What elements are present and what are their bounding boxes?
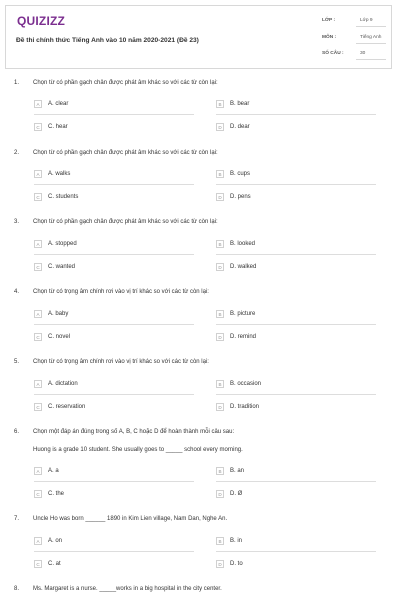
quizizz-logo: QUIZIZZ (17, 14, 66, 28)
meta-subject-value: Tiếng Anh (360, 35, 382, 40)
option-divider (216, 254, 376, 255)
option-divider (34, 551, 194, 552)
option-divider (216, 114, 376, 115)
question-prompt: Chọn một đáp án đúng trong số A, B, C hoặc D để hoàn thành mỗi câu sau: (33, 429, 235, 435)
question-number: 7. (14, 516, 20, 522)
option-letter-box: D (216, 560, 224, 568)
meta-class-value: Lớp 9 (360, 18, 373, 23)
question-number: 4. (14, 289, 20, 295)
option-text: A. dictation (48, 381, 78, 387)
option-text: B. cups (230, 171, 251, 177)
question-prompt: Chọn từ có trọng âm chính rơi vào vị trí khác so với các từ còn lại: (33, 359, 209, 365)
option-divider (216, 481, 376, 482)
meta-divider (356, 59, 386, 60)
option-letter-box: C (34, 490, 42, 498)
question-prompt: Uncle Ho was born ______ 1890 in Kim Lien village, Nam Dan, Nghe An. (33, 516, 228, 522)
option-text: A. stopped (48, 241, 77, 247)
option-divider (34, 324, 194, 325)
option-text: D. walked (230, 264, 257, 270)
option-letter-box: B (216, 100, 224, 108)
option-text: B. looked (230, 241, 256, 247)
option-text: C. the (48, 491, 65, 497)
question-prompt: Chọn từ có phần gạch chân được phát âm khác so với các từ còn lại: (33, 150, 218, 156)
option-text: A. baby (48, 311, 69, 317)
option-text: A. a (48, 468, 59, 474)
meta-subject-label: MÔN : (322, 35, 337, 40)
option-letter-box: C (34, 123, 42, 131)
option-letter-box: A (34, 380, 42, 388)
option-letter-box: A (34, 310, 42, 318)
question-number: 6. (14, 429, 20, 435)
option-letter-box: B (216, 467, 224, 475)
question-number: 2. (14, 150, 20, 156)
option-letter-box: D (216, 333, 224, 341)
option-text: D. remind (230, 334, 257, 340)
meta-count-label: SỐ CÂU : (322, 51, 344, 56)
question-prompt: Chọn từ có trọng âm chính rơi vào vị trí khác so với các từ còn lại: (33, 289, 209, 295)
option-divider (34, 394, 194, 395)
option-letter-box: D (216, 403, 224, 411)
option-text: C. novel (48, 334, 71, 340)
option-letter-box: C (34, 560, 42, 568)
option-letter-box: B (216, 380, 224, 388)
question-prompt: Chọn từ có phần gạch chân được phát âm khác so với các từ còn lại: (33, 219, 218, 225)
option-letter-box: C (34, 333, 42, 341)
option-text: D. Ø (230, 491, 243, 497)
option-letter-box: B (216, 537, 224, 545)
option-divider (216, 324, 376, 325)
option-letter-box: A (34, 240, 42, 248)
option-letter-box: C (34, 263, 42, 271)
option-divider (216, 551, 376, 552)
option-divider (34, 254, 194, 255)
option-text: B. bear (230, 101, 250, 107)
option-text: C. wanted (48, 264, 76, 270)
option-text: A. walks (48, 171, 71, 177)
option-letter-box: A (34, 170, 42, 178)
option-letter-box: B (216, 240, 224, 248)
option-text: D. pens (230, 194, 251, 200)
option-letter-box: B (216, 310, 224, 318)
option-text: B. an (230, 468, 245, 474)
option-letter-box: D (216, 490, 224, 498)
option-text: B. in (230, 538, 243, 544)
question-number: 1. (14, 80, 20, 86)
meta-divider (356, 26, 386, 27)
worksheet-title: Đề thi chính thức Tiếng Anh vào 10 năm 2020-2021 (Đề 23) (16, 37, 199, 44)
question-number: 8. (14, 586, 20, 592)
option-letter-box: A (34, 467, 42, 475)
meta-class-label: LỚP : (322, 18, 336, 23)
option-divider (216, 394, 376, 395)
option-letter-box: C (34, 403, 42, 411)
option-divider (34, 114, 194, 115)
option-letter-box: B (216, 170, 224, 178)
option-letter-box: D (216, 263, 224, 271)
option-text: B. occasion (230, 381, 262, 387)
option-text: C. reservation (48, 404, 86, 410)
meta-count-value: 30 (360, 51, 366, 56)
option-letter-box: D (216, 123, 224, 131)
option-letter-box: A (34, 100, 42, 108)
worksheet-header (5, 5, 392, 69)
option-text: C. hear (48, 124, 68, 130)
option-text: C. at (48, 561, 61, 567)
question-sentence: Huong is a grade 10 student. She usually goes to _____ school every morning. (33, 447, 243, 453)
option-text: D. to (230, 561, 243, 567)
option-text: A. clear (48, 101, 69, 107)
option-text: A. on (48, 538, 63, 544)
option-divider (34, 481, 194, 482)
option-letter-box: A (34, 537, 42, 545)
option-divider (34, 184, 194, 185)
question-number: 5. (14, 359, 20, 365)
option-text: D. dear (230, 124, 250, 130)
option-letter-box: D (216, 193, 224, 201)
option-divider (216, 184, 376, 185)
option-text: D. tradition (230, 404, 260, 410)
question-prompt: Chọn từ có phần gạch chân được phát âm khác so với các từ còn lại: (33, 80, 218, 86)
option-text: C. students (48, 194, 79, 200)
question-prompt: Ms. Margaret is a nurse. _____works in a big hospital in the city center. (33, 586, 222, 592)
option-text: B. picture (230, 311, 256, 317)
question-number: 3. (14, 219, 20, 225)
meta-divider (356, 43, 386, 44)
option-letter-box: C (34, 193, 42, 201)
